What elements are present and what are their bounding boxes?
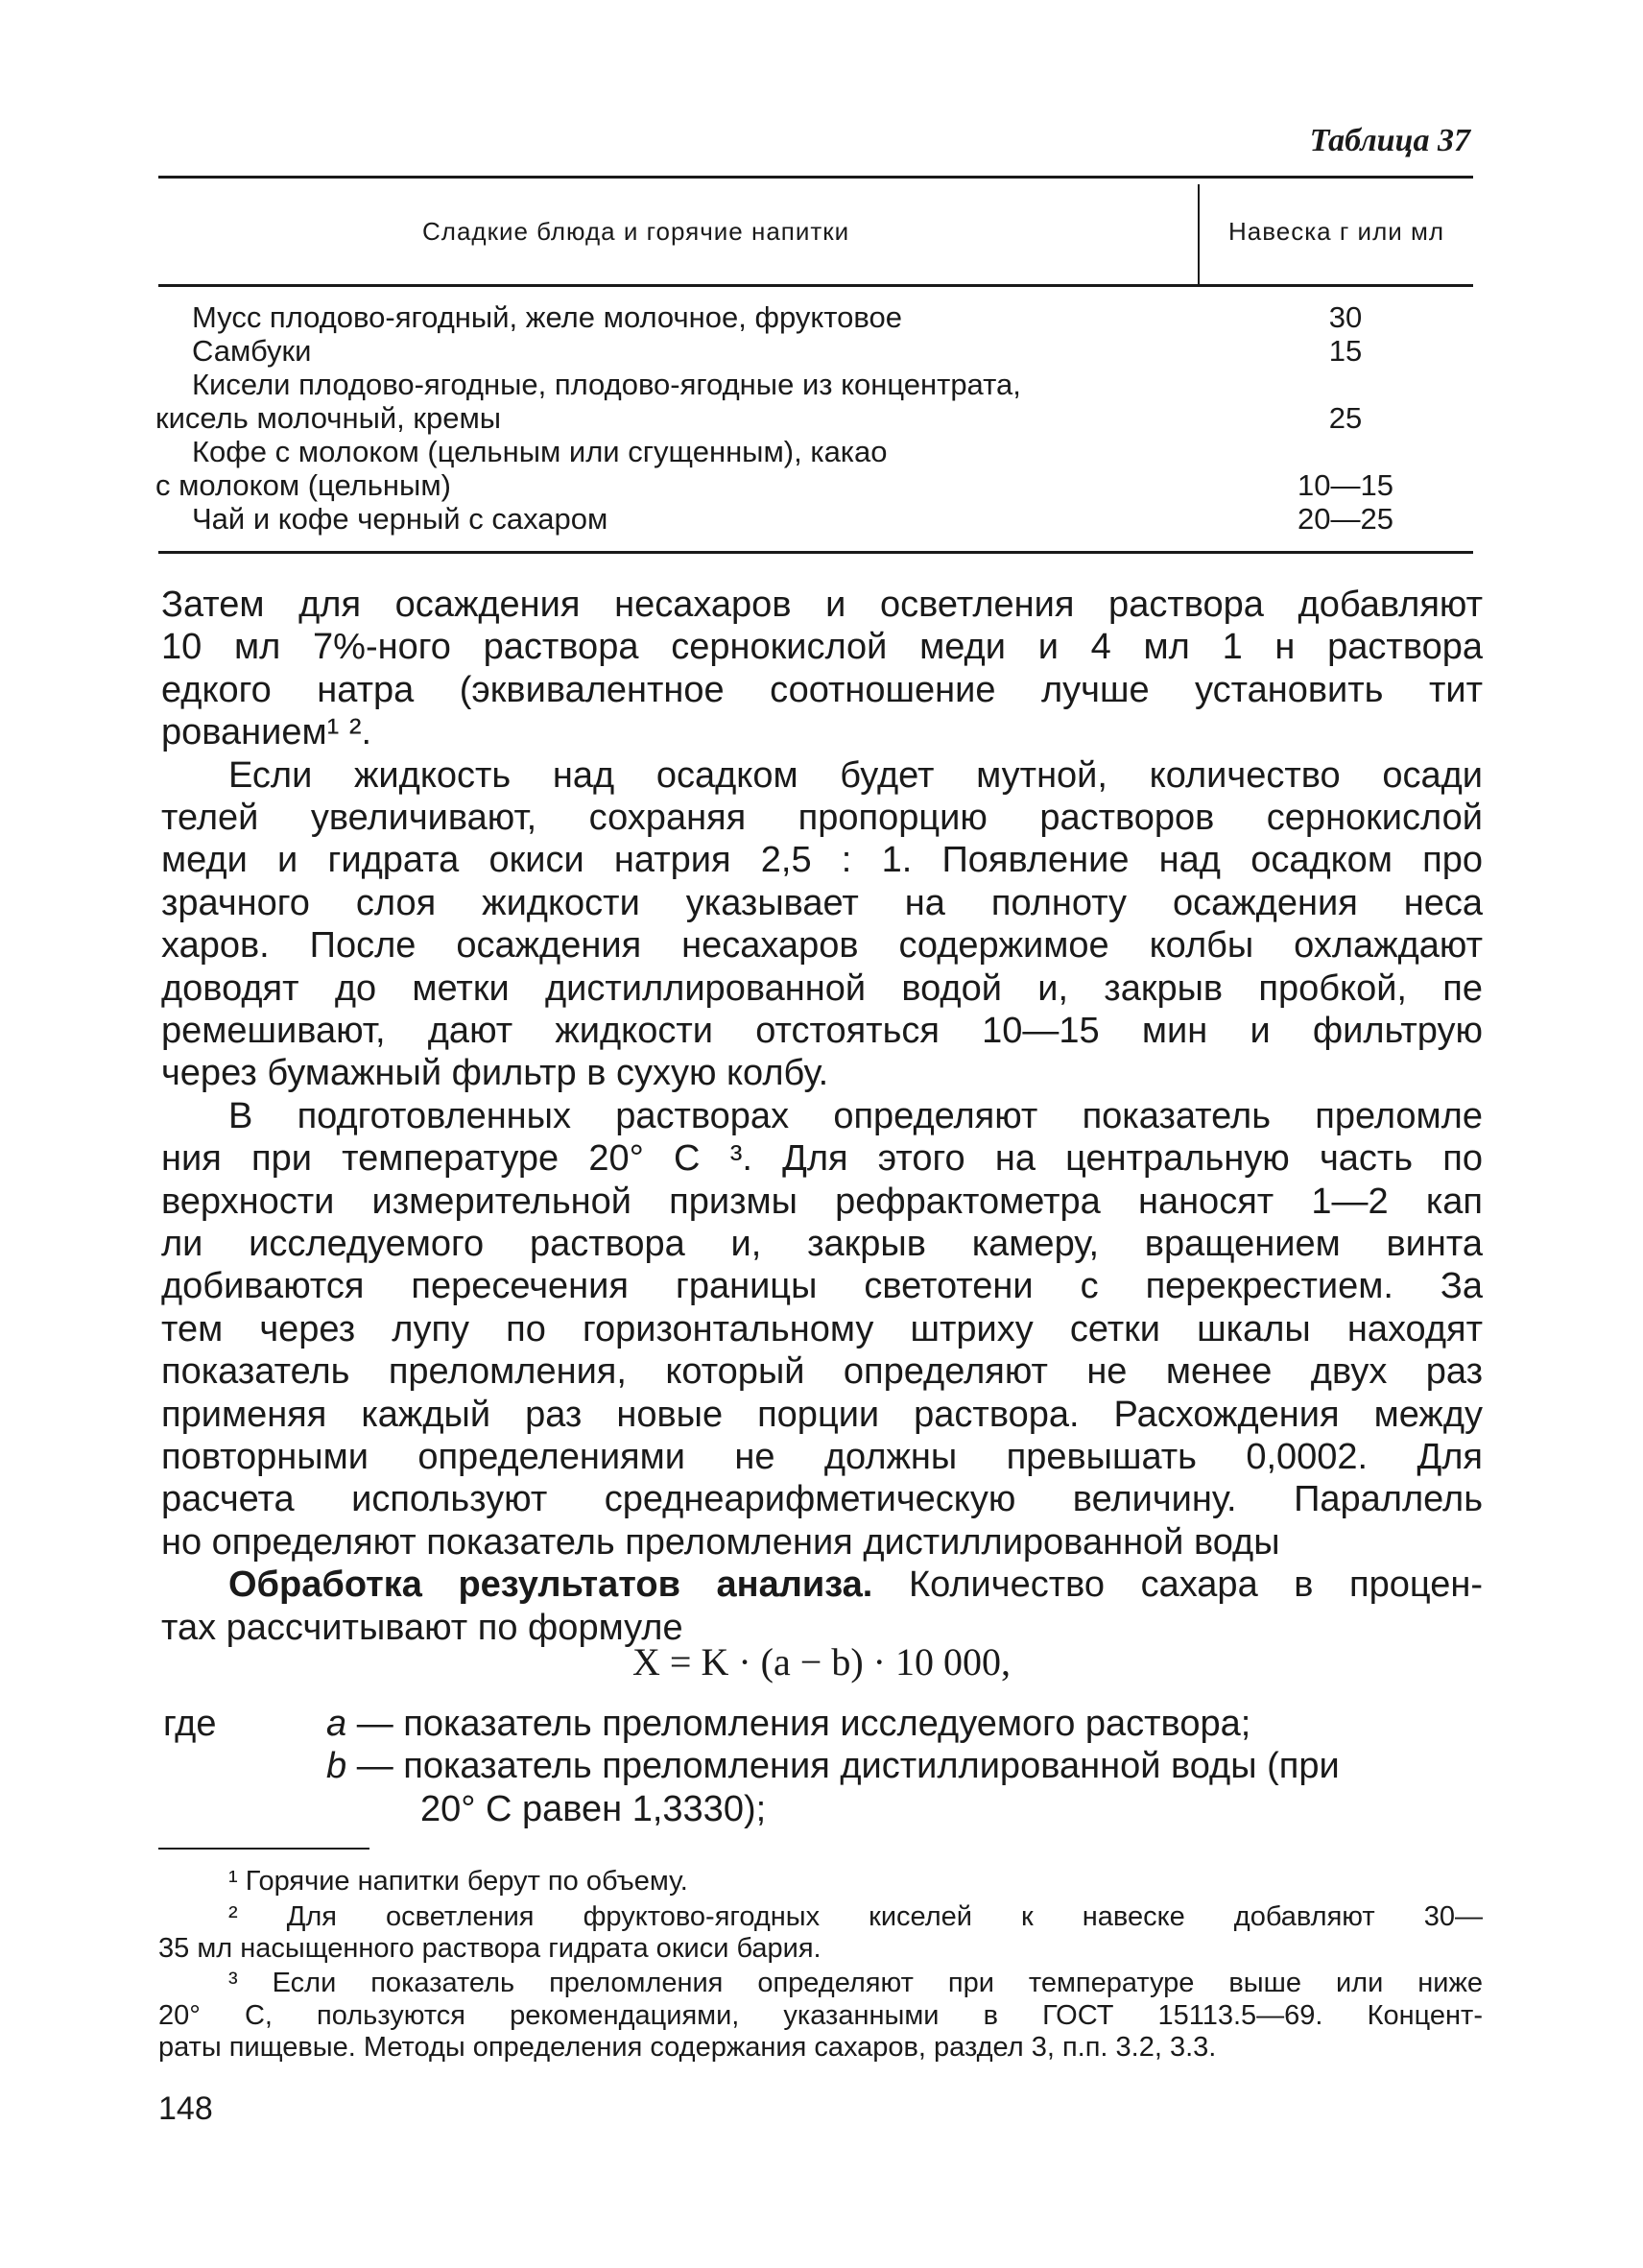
text-line: ли исследуемого раствора и, закрыв камеру, вращением винта [161, 1224, 1483, 1264]
table-column-divider [1198, 184, 1200, 284]
text-line: меди и гидрата окиси натрия 2,5 : 1. Появление над осадком про [161, 840, 1483, 881]
table-header-rule [158, 284, 1473, 287]
text-line: ния при температуре 20° С ³. Для этого на центральную часть по [161, 1138, 1483, 1180]
text-line: показатель преломления, который определяют не менее двух раз [161, 1351, 1483, 1393]
footnote-line: ² Для осветления фруктово-ягодных киселей к навеске добавляют 30— [228, 1901, 1483, 1932]
text-line: Обработка результатов анализа. Количество сахара в процен- [228, 1564, 1483, 1606]
table-bottom-rule [158, 551, 1473, 554]
text-line: В подготовленных растворах определяют показатель преломле [228, 1095, 1483, 1136]
definition-b [326, 1746, 1483, 1787]
definition-text: — показатель преломления дистиллированной воды (при [356, 1746, 1340, 1786]
text-line: повторными определениями не должны превышать 0,0002. Для [161, 1437, 1483, 1477]
text-line: телей увеличивают, сохраняя пропорцию растворов сернокислой [161, 798, 1483, 838]
table-cell-dish: Чай и кофе черный с сахаром [192, 502, 608, 536]
text-line: добиваются пересечения границы светотени с перекрестием. За [161, 1266, 1483, 1307]
text-line: рованием¹ ². [161, 712, 372, 753]
text-line: харов. После осаждения несахаров содержимое колбы охлаждают [161, 925, 1483, 967]
footnote-line: раты пищевые. Методы определения содержания сахаров, раздел 3, п.п. 3.2, 3.3. [158, 2032, 1217, 2063]
text-line: но определяют показатель преломления дистиллированной воды [161, 1521, 1280, 1563]
definition-symbol: b [326, 1746, 347, 1786]
definition-b-continued: 20° С равен 1,3330); [420, 1789, 767, 1829]
footnote-line: ³ Если показатель преломления определяют при температуре выше или ниже [228, 1968, 1483, 1998]
table-cell-dish: Кисели плодово-ягодные, плодово-ягодные из концентрата, [192, 368, 1021, 401]
text-line: тем через лупу по горизонтальному штриху сетки шкалы находят [161, 1308, 1483, 1349]
table-cell-dish: кисель молочный, кремы [155, 401, 502, 435]
text-line: 10 мл 7%-ного раствора сернокислой меди и 4 мл 1 н раствора [161, 627, 1483, 668]
text-line: Затем для осаждения несахаров и осветления раствора добавляют [161, 585, 1483, 625]
definition-text: — показатель преломления исследуемого раствора; [356, 1704, 1251, 1744]
text-line: тах рассчитывают по формуле [161, 1607, 683, 1648]
text-line: ремешивают, дают жидкости отстояться 10—15 мин и фильтрую [161, 1011, 1483, 1051]
table-cell-dish: с молоком (цельным) [155, 468, 451, 502]
text-line: применяя каждый раз новые порции раствора. Расхождения между [161, 1394, 1483, 1435]
footnote-rule [158, 1848, 369, 1850]
table-header-dishes: Сладкие блюда и горячие напитки [422, 217, 850, 246]
footnote-line: ¹ Горячие напитки берут по объему. [228, 1866, 688, 1897]
table-header-portion: Навеска г или мл [1228, 217, 1445, 246]
footnote-line: 35 мл насыщенного раствора гидрата окиси бария. [158, 1933, 822, 1964]
page-number: 148 [158, 2090, 213, 2127]
definition-symbol: a [326, 1704, 347, 1744]
table-cell-portion: 30 [1328, 300, 1363, 334]
table-cell-dish: Мусс плодово-ягодный, желе молочное, фруктовое [192, 300, 902, 334]
table-cell-portion: 15 [1328, 334, 1363, 368]
text-line: через бумажный фильтр в сухую колбу. [161, 1053, 829, 1094]
where-label: где [163, 1704, 217, 1744]
table-title: Таблица 37 [1309, 123, 1470, 158]
bold-lead: Обработка результатов анализа. [228, 1564, 873, 1606]
text-line: доводят до метки дистиллированной водой и, закрыв пробкой, пе [161, 967, 1483, 1009]
text-line: расчета используют среднеарифметическую величину. Параллель [161, 1479, 1483, 1520]
table-cell-portion: 20—25 [1298, 502, 1393, 536]
table-top-rule [158, 176, 1473, 179]
formula: X = K · (a − b) · 10 000, [632, 1640, 1011, 1683]
text-line: зрачного слоя жидкости указывает на полноту осаждения неса [161, 882, 1483, 923]
text-line: Если жидкость над осадком будет мутной, количество осади [228, 754, 1483, 796]
table-cell-dish: Самбуки [192, 334, 312, 368]
table-cell-portion: 25 [1328, 401, 1363, 435]
text-line: едкого натра (эквивалентное соотношение лучше установить тит [161, 669, 1483, 710]
table-cell-portion: 10—15 [1298, 468, 1393, 502]
definition-a [326, 1704, 1250, 1745]
table-cell-dish: Кофе с молоком (цельным или сгущенным), какао [192, 435, 888, 468]
text-line: верхности измерительной призмы рефрактометра наносят 1—2 кап [161, 1181, 1483, 1222]
footnote-line: 20° С, пользуются рекомендациями, указанными в ГОСТ 15113.5—69. Концент- [158, 2000, 1483, 2031]
